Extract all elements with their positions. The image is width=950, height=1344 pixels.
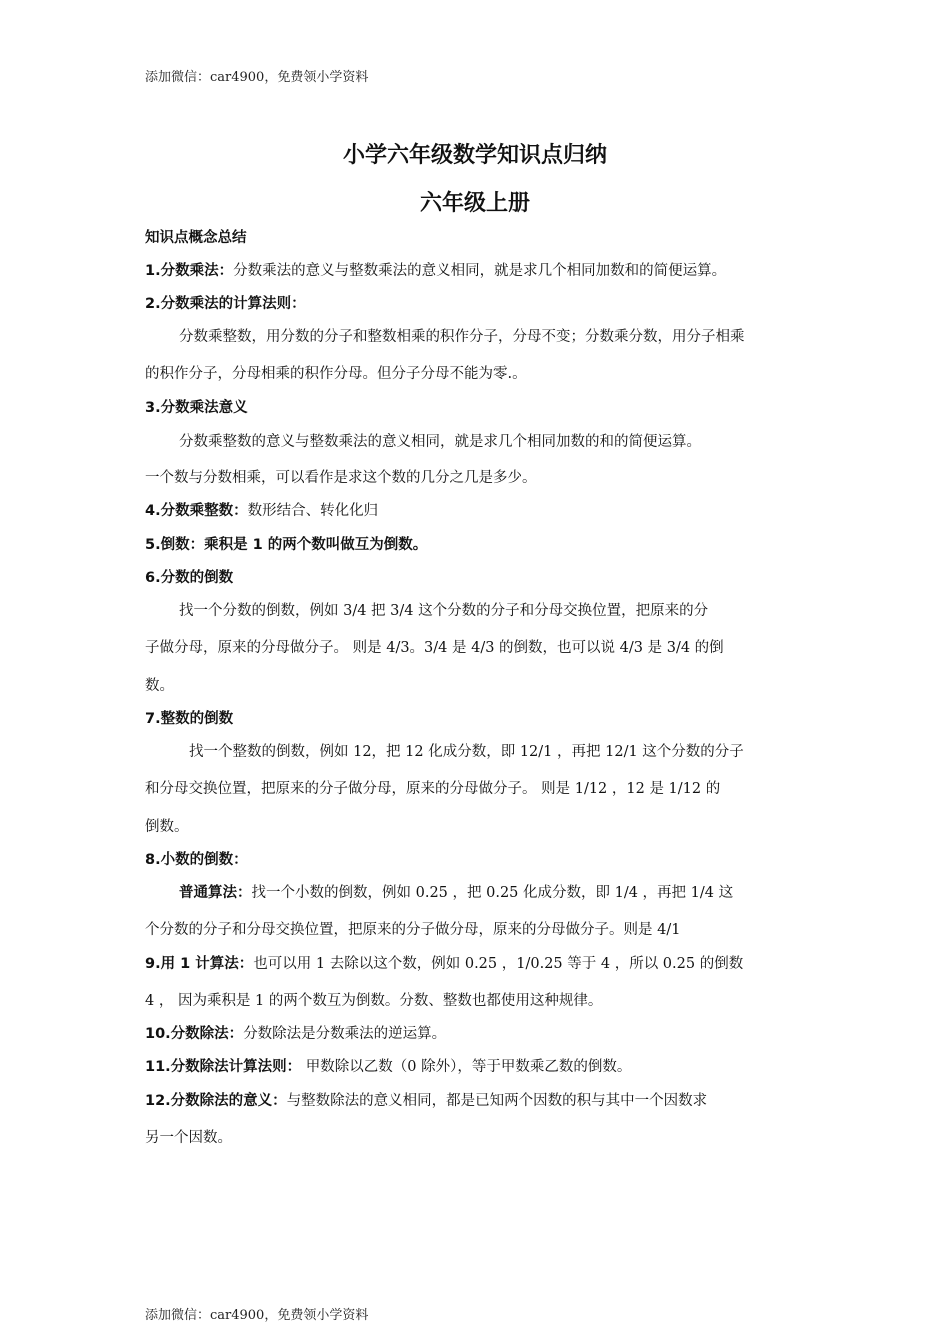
item-3-line-2: 一个数与分数相乘，可以看作是求这个数的几分之几是多少。 (145, 470, 537, 486)
page-footer: 添加微信：car4900，免费领小学资料 (145, 1308, 369, 1323)
item-12-head: 12.分数除法的意义： (145, 1093, 287, 1109)
item-6-line-3: 数。 (145, 678, 174, 694)
item-8-line-1 (145, 883, 844, 903)
item-11-text: 甲数除以乙数（0 除外），等于甲数乘乙数的倒数。 (301, 1059, 632, 1075)
item-6-head: 6.分数的倒数 (145, 570, 234, 586)
item-8-method-label: 普通算法： (179, 885, 252, 901)
section-heading: 知识点概念总结 (145, 230, 247, 246)
item-6-line-2: 子做分母，原来的分母做分子。 则是 4/3。3/4 是 4/3 的倒数，也可以说 4/3 是 3/4 的倒 (145, 640, 724, 656)
item-8-line-2: 个分数的分子和分母交换位置，把原来的分子做分母，原来的分母做分子。则是 4/1 (145, 922, 681, 938)
item-1-head: 1.分数乘法： (145, 263, 234, 279)
item-12-line-2: 另一个因数。 (145, 1130, 232, 1146)
item-8-line-1-text: 找一个小数的倒数，例如 0.25 ，把 0.25 化成分数，即 1/4 ，再把 1/4 这 (251, 885, 734, 901)
page-header: 添加微信：car4900，免费领小学资料 (145, 70, 369, 85)
item-7-line-2: 和分母交换位置，把原来的分子做分母，原来的分母做分子。 则是 1/12 ，12 是 1/12 的 (145, 781, 721, 797)
item-4-text: 数形结合、转化化归 (247, 503, 379, 519)
document-subtitle: 六年级上册 (419, 191, 530, 216)
item-3-line-1: 分数乘整数的意义与整数乘法的意义相同，就是求几个相同加数的和的简便运算。 (179, 434, 701, 450)
item-5: 5.倒数：乘积是 1 的两个数叫做互为倒数。 (145, 537, 428, 553)
item-4 (145, 501, 810, 521)
item-6-line-1: 找一个分数的倒数，例如 3/4 把 3/4 这个分数的分子和分母交换位置，把原来的分 (179, 603, 709, 619)
item-10 (145, 1024, 810, 1044)
item-9-line-1-text: 也可以用 1 去除以这个数，例如 0.25 ，1/0.25 等于 4 ，所以 0.25 的倒数 (253, 956, 744, 972)
item-11-head: 11.分数除法计算法则： (145, 1059, 302, 1075)
item-7-line-1: 找一个整数的倒数，例如 12，把 12 化成分数，即 12/1 ，再把 12/1 这个分数的分子 (189, 744, 744, 760)
item-2-line-2: 的积作分子，分母相乘的积作分母。但分子分母不能为零.。 (145, 366, 527, 382)
item-12-line-1-text: 与整数除法的意义相同，都是已知两个因数的积与其中一个因数求 (286, 1093, 708, 1109)
item-4-head: 4.分数乘整数： (145, 503, 248, 519)
item-10-text: 分数除法是分数乘法的逆运算。 (243, 1026, 447, 1042)
item-7-head: 7.整数的倒数 (145, 711, 234, 727)
item-2-line-1: 分数乘整数，用分数的分子和整数相乘的积作分子，分母不变；分数乘分数，用分子相乘 (179, 329, 745, 345)
item-7-line-3: 倒数。 (145, 819, 189, 835)
item-10-head: 10.分数除法： (145, 1026, 244, 1042)
item-12-line-1 (145, 1091, 810, 1111)
item-9-head: 9.用 1 计算法： (145, 956, 254, 972)
item-9-line-2: 4 ， 因为乘积是 1 的两个数互为倒数。分数、整数也都使用这种规律。 (145, 993, 603, 1009)
item-2-head: 2.分数乘法的计算法则： (145, 296, 306, 312)
item-1 (145, 261, 810, 281)
document-title: 小学六年级数学知识点归纳 (342, 143, 607, 168)
item-1-text: 分数乘法的意义与整数乘法的意义相同，就是求几个相同加数和的简便运算。 (233, 263, 727, 279)
item-11 (145, 1057, 810, 1077)
item-8-head: 8.小数的倒数： (145, 852, 248, 868)
item-3-head: 3.分数乘法意义 (145, 400, 248, 416)
item-9-line-1 (145, 954, 810, 974)
